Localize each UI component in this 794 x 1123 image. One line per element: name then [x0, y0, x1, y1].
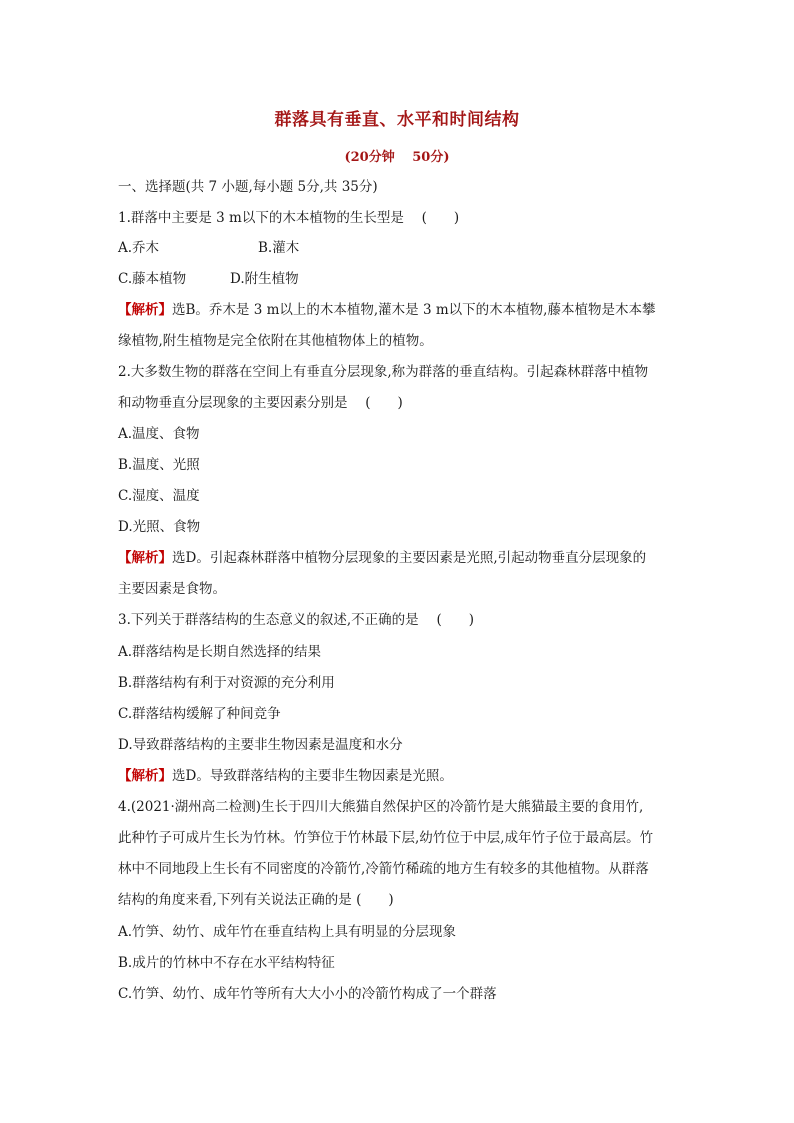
- question-4-option-a: A.竹笋、幼竹、成年竹在垂直结构上具有明显的分层现象: [118, 924, 457, 940]
- question-1-options-row-1: [118, 238, 299, 258]
- question-1-analysis-line-1: 【解析】选B。乔木是 3 m以上的木本植物,灌木是 3 m以下的木本植物,藤本植物是木本攀: [118, 302, 656, 318]
- question-1-option-d: D.附生植物: [230, 271, 299, 287]
- question-2-option-a: A.温度、食物: [118, 426, 200, 442]
- question-2-analysis-line-1: 【解析】选D。引起森林群落中植物分层现象的主要因素是光照,引起动物垂直分层现象的: [118, 550, 647, 566]
- question-2-analysis-line-2: 主要因素是食物。: [118, 581, 226, 597]
- page-title: 群落具有垂直、水平和时间结构: [274, 110, 520, 130]
- question-2-stem-line-2: 和动物垂直分层现象的主要因素分别是 ( ): [118, 395, 403, 411]
- question-3-analysis: 【解析】选D。导致群落结构的主要非生物因素是光照。: [118, 768, 453, 784]
- question-1-stem: 1.群落中主要是 3 m以下的木本植物的生长型是 ( ): [118, 210, 460, 226]
- section-heading: 一、选择题(共 7 小题,每小题 5分,共 35分): [118, 179, 378, 195]
- question-1-options-row-2: [118, 269, 299, 289]
- question-1-option-b: B.灌木: [258, 240, 300, 256]
- question-1-analysis-line-2: 缘植物,附生植物是完全依附在其他植物体上的植物。: [118, 333, 433, 349]
- question-4-stem-line-4: 结构的角度来看,下列有关说法正确的是 ( ): [118, 892, 394, 908]
- analysis-tag: 【解析】: [118, 302, 172, 318]
- question-4-stem-line-2: 此种竹子可成片生长为竹林。竹笋位于竹林最下层,幼竹位于中层,成年竹子位于最高层。竹: [118, 830, 654, 846]
- question-1-option-a: A.乔木: [118, 240, 160, 256]
- question-3-option-a: A.群落结构是长期自然选择的结果: [118, 644, 322, 660]
- question-4-option-b: B.成片的竹林中不存在水平结构特征: [118, 955, 335, 971]
- question-2-option-b: B.温度、光照: [118, 457, 200, 473]
- analysis-tag: 【解析】: [118, 550, 172, 566]
- question-2-option-d: D.光照、食物: [118, 519, 201, 535]
- question-3-option-b: B.群落结构有利于对资源的充分利用: [118, 675, 335, 691]
- question-4-stem-line-3: 林中不同地段上生长有不同密度的冷箭竹,冷箭竹稀疏的地方生有较多的其他植物。从群落: [118, 861, 649, 877]
- time-score-subtitle: (20分钟 50分): [344, 150, 450, 165]
- question-2-stem-line-1: 2.大多数生物的群落在空间上有垂直分层现象,称为群落的垂直结构。引起森林群落中植物: [118, 364, 649, 380]
- question-3-option-d: D.导致群落结构的主要非生物因素是温度和水分: [118, 737, 403, 753]
- analysis-tag: 【解析】: [118, 768, 172, 784]
- question-3-option-c: C.群落结构缓解了种间竞争: [118, 706, 281, 722]
- question-4-stem-line-1: 4.(2021·湖州高二检测)生长于四川大熊猫自然保护区的冷箭竹是大熊猫最主要的食用竹,: [118, 799, 644, 815]
- question-1-option-c: C.藤本植物: [118, 271, 187, 287]
- question-3-stem: 3.下列关于群落结构的生态意义的叙述,不正确的是 ( ): [118, 612, 474, 628]
- question-2-option-c: C.湿度、温度: [118, 488, 200, 504]
- question-4-option-c: C.竹笋、幼竹、成年竹等所有大大小小的冷箭竹构成了一个群落: [118, 986, 497, 1002]
